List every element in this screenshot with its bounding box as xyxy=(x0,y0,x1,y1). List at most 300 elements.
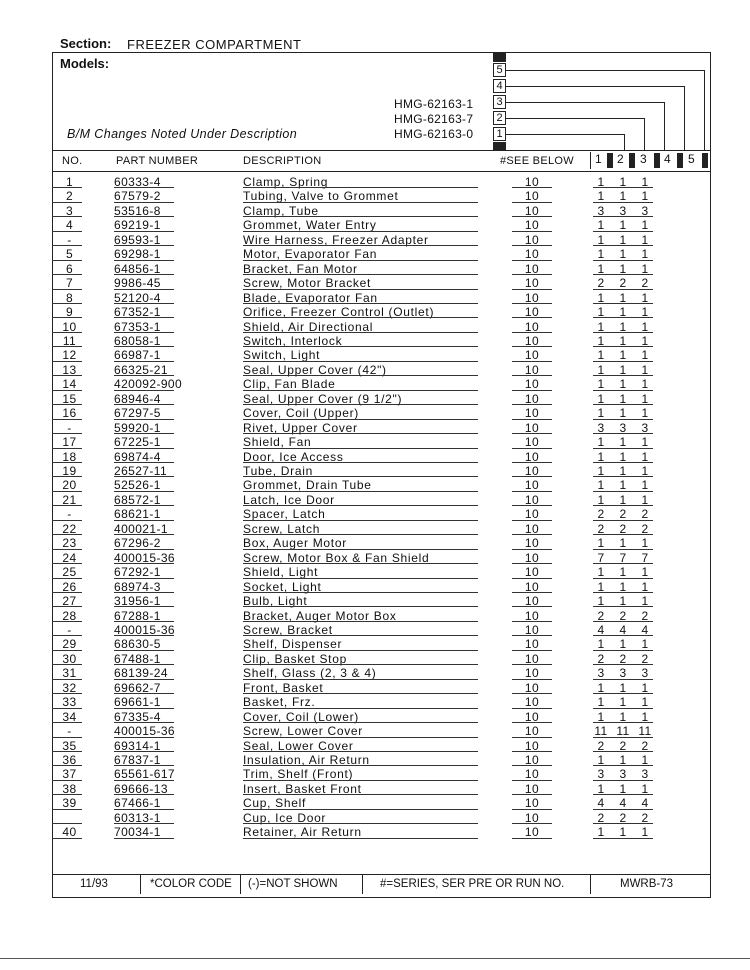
row-number: 17 xyxy=(62,435,77,450)
part-description: Grommet, Drain Tube xyxy=(243,478,372,493)
bracket-drop-1 xyxy=(624,134,625,150)
footer-doc-id: MWRB-73 xyxy=(620,878,674,890)
see-below-code: 10 xyxy=(524,738,540,753)
series-2-qty: 2 xyxy=(619,738,627,753)
series-1-qty: 2 xyxy=(597,276,605,291)
series-1-qty: 3 xyxy=(597,420,605,435)
part-number: 69661-1 xyxy=(114,695,161,710)
model-name-1: HMG-62163-1 xyxy=(394,97,474,111)
series-2-qty: 1 xyxy=(619,753,627,767)
series-3-qty: 11 xyxy=(638,724,652,739)
series-2-qty: 11 xyxy=(616,724,630,739)
series-2-qty: 1 xyxy=(619,478,627,493)
series-2-qty: 2 xyxy=(619,276,627,291)
series-1-qty: 2 xyxy=(597,507,605,522)
series-3-qty: 1 xyxy=(641,319,649,334)
header-description: DESCRIPTION xyxy=(243,155,322,167)
series-3-qty: 1 xyxy=(641,290,649,305)
series-2-qty: 1 xyxy=(619,247,627,262)
series-2-qty: 1 xyxy=(619,348,627,363)
series-3-qty: 3 xyxy=(641,666,649,681)
table-row xyxy=(52,824,711,838)
series-3-qty: 4 xyxy=(641,796,649,811)
series-3-qty: 2 xyxy=(641,507,649,522)
part-number: 69219-1 xyxy=(114,218,161,233)
see-below-code: 10 xyxy=(524,377,540,392)
part-description: Socket, Light xyxy=(243,579,322,594)
series-1-qty: 1 xyxy=(597,709,605,724)
see-below-code: 10 xyxy=(524,420,540,435)
part-number: 67288-1 xyxy=(114,608,161,623)
part-description: Blade, Evaporator Fan xyxy=(243,290,378,305)
series-3-qty: 1 xyxy=(641,362,649,377)
series-2-qty: 2 xyxy=(619,521,627,536)
table-row xyxy=(52,290,711,304)
series-2-qty: 1 xyxy=(619,579,627,594)
series-3-qty: 1 xyxy=(641,478,649,493)
part-number: 59920-1 xyxy=(114,420,161,435)
series-3-qty: 2 xyxy=(641,810,649,825)
part-description: Shelf, Glass (2, 3 & 4) xyxy=(243,666,377,681)
table-row xyxy=(52,738,711,752)
see-below-code: 10 xyxy=(524,175,540,189)
part-number: 69593-1 xyxy=(114,232,161,247)
row-number: 2 xyxy=(65,189,74,204)
footer-color-code: *COLOR CODE xyxy=(150,878,232,890)
row-number: 40 xyxy=(62,825,77,840)
part-description: Trim, Shelf (Front) xyxy=(243,767,354,782)
row-number: 7 xyxy=(65,276,74,291)
section-value: FREEZER COMPARTMENT xyxy=(127,37,302,52)
part-description: Screw, Motor Bracket xyxy=(243,276,372,291)
series-header-5: 5 xyxy=(688,152,695,166)
table-row xyxy=(52,579,711,593)
models-label: Models: xyxy=(60,56,110,71)
part-number: 69662-7 xyxy=(114,680,161,695)
series-box-3: 3 xyxy=(493,95,506,109)
row-number: 9 xyxy=(65,305,74,320)
footer-date: 11/93 xyxy=(80,878,108,890)
part-number: 64856-1 xyxy=(114,261,161,276)
row-number: 11 xyxy=(62,333,77,348)
header-see-below: #SEE BELOW xyxy=(500,155,574,167)
part-number: 9986-45 xyxy=(114,276,161,291)
series-3-qty: 3 xyxy=(641,203,649,218)
see-below-code: 10 xyxy=(524,767,540,782)
row-number: 16 xyxy=(62,406,77,421)
row-number: 24 xyxy=(62,550,77,565)
part-number: 65561-617 xyxy=(114,767,175,782)
see-below-code: 10 xyxy=(524,651,540,666)
series-1-qty: 1 xyxy=(597,449,605,464)
table-row xyxy=(52,203,711,217)
series-3-qty: 3 xyxy=(641,420,649,435)
part-number: 26527-11 xyxy=(114,464,168,478)
series-1-qty: 1 xyxy=(597,261,605,276)
bracket-drop-5 xyxy=(704,70,705,150)
table-row xyxy=(52,564,711,578)
series-3-qty: 1 xyxy=(641,753,649,767)
footer-series-note: #=SERIES, SER PRE OR RUN NO. xyxy=(380,878,565,890)
part-description: Screw, Lower Cover xyxy=(243,724,363,739)
part-description: Shield, Fan xyxy=(243,435,312,450)
series-3-qty: 1 xyxy=(641,435,649,450)
series-2-qty: 4 xyxy=(619,622,627,637)
series-3-qty: 2 xyxy=(641,651,649,666)
see-below-code: 10 xyxy=(524,594,540,609)
see-below-code: 10 xyxy=(524,203,540,218)
see-below-code: 10 xyxy=(524,637,540,652)
bracket-drop-4 xyxy=(684,86,685,150)
series-2-qty: 1 xyxy=(619,232,627,247)
series-1-qty: 1 xyxy=(597,464,605,478)
see-below-code: 10 xyxy=(524,810,540,825)
series-1-qty: 1 xyxy=(597,637,605,652)
series-2-qty: 3 xyxy=(619,203,627,218)
part-number: 68139-24 xyxy=(114,666,168,681)
part-description: Rivet, Upper Cover xyxy=(243,420,358,435)
series-3-qty: 3 xyxy=(641,767,649,782)
series-2-qty: 3 xyxy=(619,767,627,782)
series-header-mark-5 xyxy=(702,153,708,168)
series-header-mark-3 xyxy=(654,153,660,168)
part-number: 52526-1 xyxy=(114,478,161,493)
part-description: Clamp, Tube xyxy=(243,203,319,218)
table-row xyxy=(52,463,711,477)
see-below-code: 10 xyxy=(524,709,540,724)
series-3-qty: 2 xyxy=(641,521,649,536)
bm-changes-note: B/M Changes Noted Under Description xyxy=(67,127,298,141)
row-number: 1 xyxy=(65,175,74,189)
series-3-qty: 1 xyxy=(641,333,649,348)
cell-underline xyxy=(114,838,174,839)
part-description: Clip, Fan Blade xyxy=(243,377,336,392)
see-below-code: 10 xyxy=(524,521,540,536)
part-description: Cover, Coil (Lower) xyxy=(243,709,359,724)
part-number: 70034-1 xyxy=(114,825,161,840)
header-no: NO. xyxy=(62,155,83,167)
row-number: 22 xyxy=(62,521,77,536)
series-3-qty: 1 xyxy=(641,579,649,594)
table-row xyxy=(52,752,711,766)
series-1-qty: 2 xyxy=(597,521,605,536)
table-row xyxy=(52,535,711,549)
row-number: - xyxy=(67,724,72,739)
series-2-qty: 1 xyxy=(619,781,627,796)
part-description: Front, Basket xyxy=(243,680,324,695)
series-1-qty: 1 xyxy=(597,695,605,710)
part-number: 53516-8 xyxy=(114,203,161,218)
table-row xyxy=(52,622,711,636)
series-header-mark-4 xyxy=(677,153,683,168)
part-description: Clamp, Spring xyxy=(243,175,329,189)
see-below-code: 10 xyxy=(524,565,540,580)
row-number: 12 xyxy=(62,348,77,363)
row-number: 23 xyxy=(62,536,77,551)
table-row xyxy=(52,275,711,289)
part-description: Clip, Basket Stop xyxy=(243,651,347,666)
table-row xyxy=(52,420,711,434)
table-row xyxy=(52,333,711,347)
series-1-qty: 1 xyxy=(597,333,605,348)
part-number: 68058-1 xyxy=(114,333,161,348)
series-3-qty: 7 xyxy=(641,550,649,565)
footer-divider-4 xyxy=(590,874,591,894)
series-2-qty: 1 xyxy=(619,492,627,507)
row-number: 34 xyxy=(62,709,77,724)
part-description: Spacer, Latch xyxy=(243,507,326,522)
table-row xyxy=(52,651,711,665)
series-1-qty: 1 xyxy=(597,189,605,204)
table-row xyxy=(52,492,711,506)
bracket-drop-3 xyxy=(664,102,665,150)
table-row xyxy=(52,188,711,202)
section-label: Section: xyxy=(60,36,112,51)
series-1-qty: 11 xyxy=(594,724,608,739)
part-number: 67296-2 xyxy=(114,536,161,551)
part-number: 66325-21 xyxy=(114,362,168,377)
series-2-qty: 1 xyxy=(619,333,627,348)
table-row xyxy=(52,362,711,376)
series-1-qty: 1 xyxy=(597,536,605,551)
part-number: 66987-1 xyxy=(114,348,161,363)
part-description: Cup, Ice Door xyxy=(243,810,327,825)
part-description: Seal, Upper Cover (42") xyxy=(243,362,387,377)
series-1-qty: 1 xyxy=(597,478,605,493)
part-description: Screw, Bracket xyxy=(243,622,333,637)
series-header-mark-1 xyxy=(607,153,613,168)
see-below-code: 10 xyxy=(524,492,540,507)
series-1-qty: 1 xyxy=(597,565,605,580)
series-2-qty: 1 xyxy=(619,391,627,406)
series-3-qty: 1 xyxy=(641,261,649,276)
row-number: 5 xyxy=(65,247,74,262)
series-1-qty: 1 xyxy=(597,232,605,247)
series-2-qty: 2 xyxy=(619,608,627,623)
see-below-code: 10 xyxy=(524,622,540,637)
model-name-3: HMG-62163-0 xyxy=(394,127,474,141)
part-description: Bracket, Auger Motor Box xyxy=(243,608,397,623)
series-3-qty: 1 xyxy=(641,449,649,464)
row-number: 33 xyxy=(62,695,77,710)
series-3-qty: 1 xyxy=(641,247,649,262)
table-row xyxy=(52,723,711,737)
row-number: 39 xyxy=(62,796,77,811)
series-header-1: 1 xyxy=(595,152,602,166)
series-2-qty: 1 xyxy=(619,565,627,580)
see-below-code: 10 xyxy=(524,724,540,739)
series-2-qty: 1 xyxy=(619,594,627,609)
bracket-line-2 xyxy=(506,118,644,119)
part-description: Motor, Evaporator Fan xyxy=(243,247,378,262)
see-below-code: 10 xyxy=(524,348,540,363)
table-row xyxy=(52,636,711,650)
part-number: 69874-4 xyxy=(114,449,161,464)
part-description: Tube, Drain xyxy=(243,464,313,478)
series-1-qty: 1 xyxy=(597,175,605,189)
row-number: 6 xyxy=(65,261,74,276)
see-below-code: 10 xyxy=(524,290,540,305)
series-3-qty: 2 xyxy=(641,276,649,291)
series-1-qty: 1 xyxy=(597,391,605,406)
footer-divider-2 xyxy=(240,874,241,894)
series-1-qty: 2 xyxy=(597,608,605,623)
series-box-1: 1 xyxy=(493,127,506,141)
series-2-qty: 3 xyxy=(619,666,627,681)
series-header-2: 2 xyxy=(617,152,624,166)
see-below-code: 10 xyxy=(524,189,540,204)
series-2-qty: 1 xyxy=(619,680,627,695)
series-1-qty: 1 xyxy=(597,825,605,840)
series-1-qty: 1 xyxy=(597,319,605,334)
table-row xyxy=(52,376,711,390)
part-description: Insulation, Air Return xyxy=(243,753,370,767)
series-2-qty: 1 xyxy=(619,536,627,551)
see-below-code: 10 xyxy=(524,781,540,796)
part-number: 67297-5 xyxy=(114,406,161,421)
see-below-code: 10 xyxy=(524,362,540,377)
cell-underline xyxy=(52,838,82,839)
row-number: 32 xyxy=(62,680,77,695)
series-2-qty: 1 xyxy=(619,449,627,464)
row-number: 28 xyxy=(62,608,77,623)
see-below-code: 10 xyxy=(524,753,540,767)
bracket-drop-2 xyxy=(644,118,645,150)
row-number: 30 xyxy=(62,651,77,666)
series-1-qty: 2 xyxy=(597,810,605,825)
bracket-line-3 xyxy=(506,102,664,103)
series-2-qty: 1 xyxy=(619,189,627,204)
series-1-qty: 7 xyxy=(597,550,605,565)
series-3-qty: 1 xyxy=(641,406,649,421)
part-number: 60313-1 xyxy=(114,810,161,825)
see-below-code: 10 xyxy=(524,218,540,233)
series-1-qty: 1 xyxy=(597,348,605,363)
part-description: Bulb, Light xyxy=(243,594,308,609)
part-number: 52120-4 xyxy=(114,290,161,305)
part-description: Screw, Motor Box & Fan Shield xyxy=(243,550,430,565)
table-row xyxy=(52,781,711,795)
table-row xyxy=(52,665,711,679)
part-number: 67335-4 xyxy=(114,709,161,724)
page-bottom-rule xyxy=(0,958,750,959)
table-row xyxy=(52,246,711,260)
series-1-qty: 1 xyxy=(597,247,605,262)
series-3-qty: 1 xyxy=(641,232,649,247)
row-number: 4 xyxy=(65,218,74,233)
series-3-qty: 1 xyxy=(641,377,649,392)
row-number: 13 xyxy=(62,362,77,377)
series-1-qty: 1 xyxy=(597,377,605,392)
table-row xyxy=(52,319,711,333)
series-3-qty: 1 xyxy=(641,175,649,189)
series-3-qty: 1 xyxy=(641,594,649,609)
series-header-mark-2 xyxy=(629,153,635,168)
part-number: 69298-1 xyxy=(114,247,161,262)
series-2-qty: 2 xyxy=(619,651,627,666)
series-box-2: 2 xyxy=(493,111,506,125)
series-3-qty: 1 xyxy=(641,348,649,363)
table-row xyxy=(52,608,711,622)
see-below-code: 10 xyxy=(524,680,540,695)
part-number: 68630-5 xyxy=(114,637,161,652)
series-3-qty: 1 xyxy=(641,305,649,320)
series-marker-top xyxy=(493,52,506,62)
series-2-qty: 1 xyxy=(619,290,627,305)
see-below-code: 10 xyxy=(524,478,540,493)
series-1-qty: 1 xyxy=(597,305,605,320)
part-number: 400021-1 xyxy=(114,521,168,536)
part-description: Tubing, Valve to Grommet xyxy=(243,189,399,204)
table-row xyxy=(52,795,711,809)
table-row xyxy=(52,232,711,246)
part-number: 400015-36 xyxy=(114,622,175,637)
footer-divider-3 xyxy=(362,874,363,894)
series-2-qty: 2 xyxy=(619,507,627,522)
series-3-qty: 1 xyxy=(641,709,649,724)
series-2-qty: 1 xyxy=(619,709,627,724)
row-number: 20 xyxy=(62,478,77,493)
series-1-qty: 1 xyxy=(597,218,605,233)
part-number: 68946-4 xyxy=(114,391,161,406)
see-below-code: 10 xyxy=(524,261,540,276)
part-number: 67579-2 xyxy=(114,189,161,204)
series-1-qty: 2 xyxy=(597,738,605,753)
series-3-qty: 1 xyxy=(641,695,649,710)
see-below-code: 10 xyxy=(524,666,540,681)
series-2-qty: 1 xyxy=(619,319,627,334)
see-below-code: 10 xyxy=(524,305,540,320)
series-marker-bottom xyxy=(493,142,506,150)
footer-not-shown: (-)=NOT SHOWN xyxy=(248,878,338,890)
see-below-code: 10 xyxy=(524,232,540,247)
series-3-qty: 1 xyxy=(641,464,649,478)
cell-underline xyxy=(512,838,552,839)
row-number: 29 xyxy=(62,637,77,652)
part-number: 31956-1 xyxy=(114,594,161,609)
series-3-qty: 1 xyxy=(641,492,649,507)
part-description: Bracket, Fan Motor xyxy=(243,261,358,276)
series-box-5: 5 xyxy=(493,63,506,77)
part-description: Switch, Light xyxy=(243,348,321,363)
bracket-line-4 xyxy=(506,86,684,87)
part-number: 69314-1 xyxy=(114,738,161,753)
series-1-qty: 1 xyxy=(597,492,605,507)
series-2-qty: 7 xyxy=(619,550,627,565)
cell-underline xyxy=(243,838,478,839)
table-row xyxy=(52,680,711,694)
row-number: 35 xyxy=(62,738,77,753)
part-description: Cup, Shelf xyxy=(243,796,307,811)
series-3-qty: 1 xyxy=(641,781,649,796)
series-3-qty: 1 xyxy=(641,189,649,204)
row-number: 18 xyxy=(62,449,77,464)
see-below-code: 10 xyxy=(524,406,540,421)
row-number: - xyxy=(67,507,72,522)
series-2-qty: 1 xyxy=(619,464,627,478)
part-description: Shield, Air Directional xyxy=(243,319,374,334)
series-1-qty: 1 xyxy=(597,753,605,767)
row-number: 26 xyxy=(62,579,77,594)
series-3-qty: 1 xyxy=(641,680,649,695)
part-number: 69666-13 xyxy=(114,781,168,796)
table-row xyxy=(52,449,711,463)
table-row xyxy=(52,261,711,275)
series-1-qty: 1 xyxy=(597,406,605,421)
see-below-code: 10 xyxy=(524,319,540,334)
series-2-qty: 1 xyxy=(619,175,627,189)
row-number: - xyxy=(67,420,72,435)
